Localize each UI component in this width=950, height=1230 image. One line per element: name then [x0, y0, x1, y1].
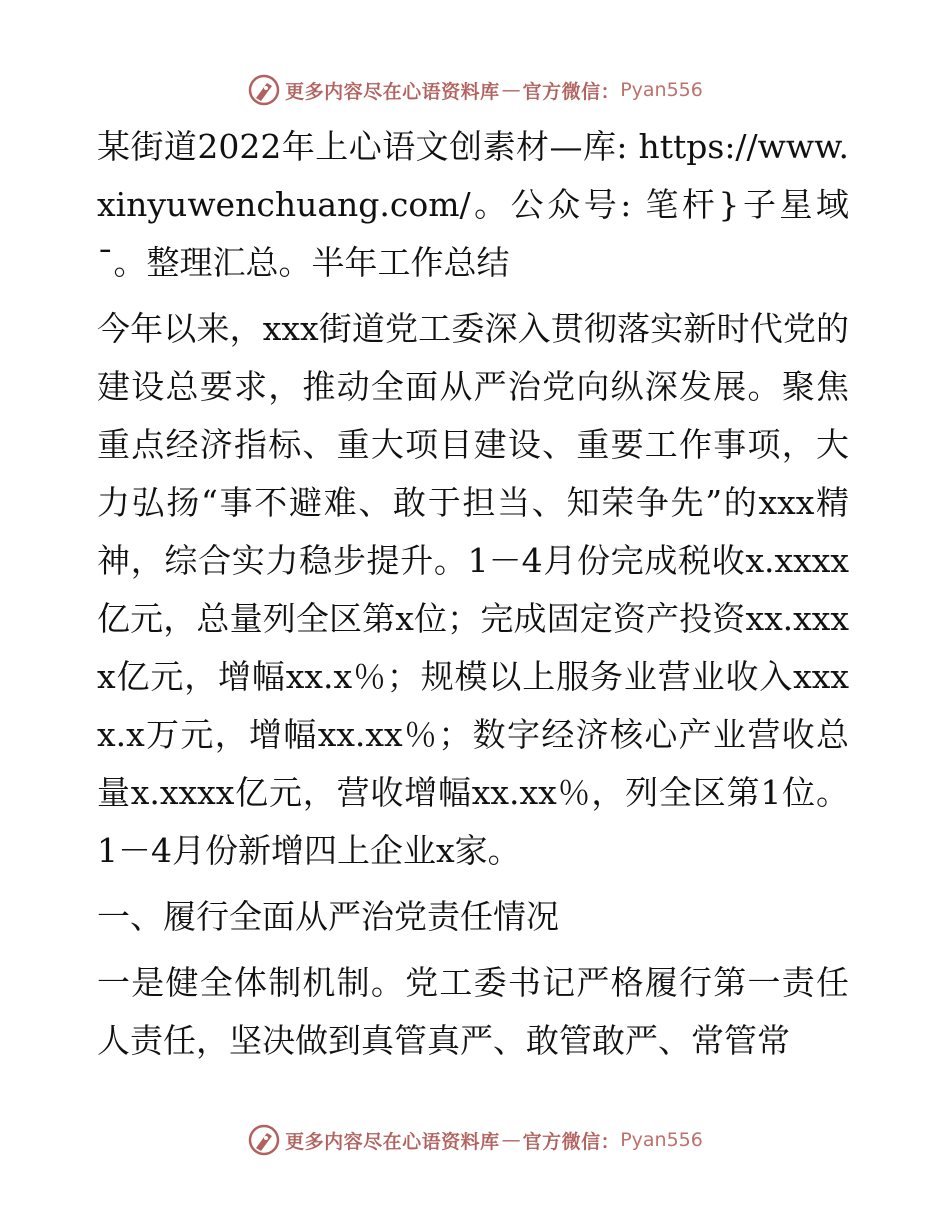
section-heading: 一、履行全面从严治党责任情况: [97, 897, 559, 936]
banner-official-label: 官方微信：: [522, 80, 621, 103]
banner-separator: —: [501, 1129, 521, 1151]
banner-account: Pyan556: [620, 79, 703, 101]
pen-nib-logo-icon: [247, 1123, 281, 1157]
banner-separator: —: [501, 79, 521, 101]
header-banner: [0, 70, 950, 110]
banner-text: 更多内容尽在心语资料库: [285, 80, 500, 103]
pen-nib-logo-icon: [247, 73, 281, 107]
document-title: 某街道2022年上心语文创素材—库: https://www.xinyuwenchuang.com/。公众号: 笔杆}子星域¯。整理汇总。半年工作总结: [97, 127, 849, 282]
banner-account: Pyan556: [620, 1129, 703, 1151]
footer-banner: [0, 1120, 950, 1160]
paragraph-mechanism: 一是健全体制机制。党工委书记严格履行第一责任人责任，坚决做到真管真严、敢管敢严、常管常: [97, 963, 849, 1060]
document-body: [97, 118, 849, 1078]
paragraph-intro: 今年以来，xxx街道党工委深入贯彻落实新时代党的建设总要求，推动全面从严治党向纵深发展。聚焦重点经济指标、重大项目建设、重要工作事项，大力弘扬“事不避难、敢于担当、知荣争先”的xxx精神，综合实力稳步提升。1－4月份完成税收x.xxxx亿元，总量列全区第x位；完成固定资产投资xx.xxxx亿元，增幅xx.x％；规模以上服务业营业收入xxxx.x万元，增幅xx.xx％；数字经济核心产业营收总量x.xxxx亿元，营收增幅xx.xx％，列全区第1位。1－4月份新增四上企业x家。: [97, 309, 849, 870]
banner-official-label: 官方微信：: [522, 1130, 621, 1153]
banner-text: 更多内容尽在心语资料库: [285, 1130, 500, 1153]
